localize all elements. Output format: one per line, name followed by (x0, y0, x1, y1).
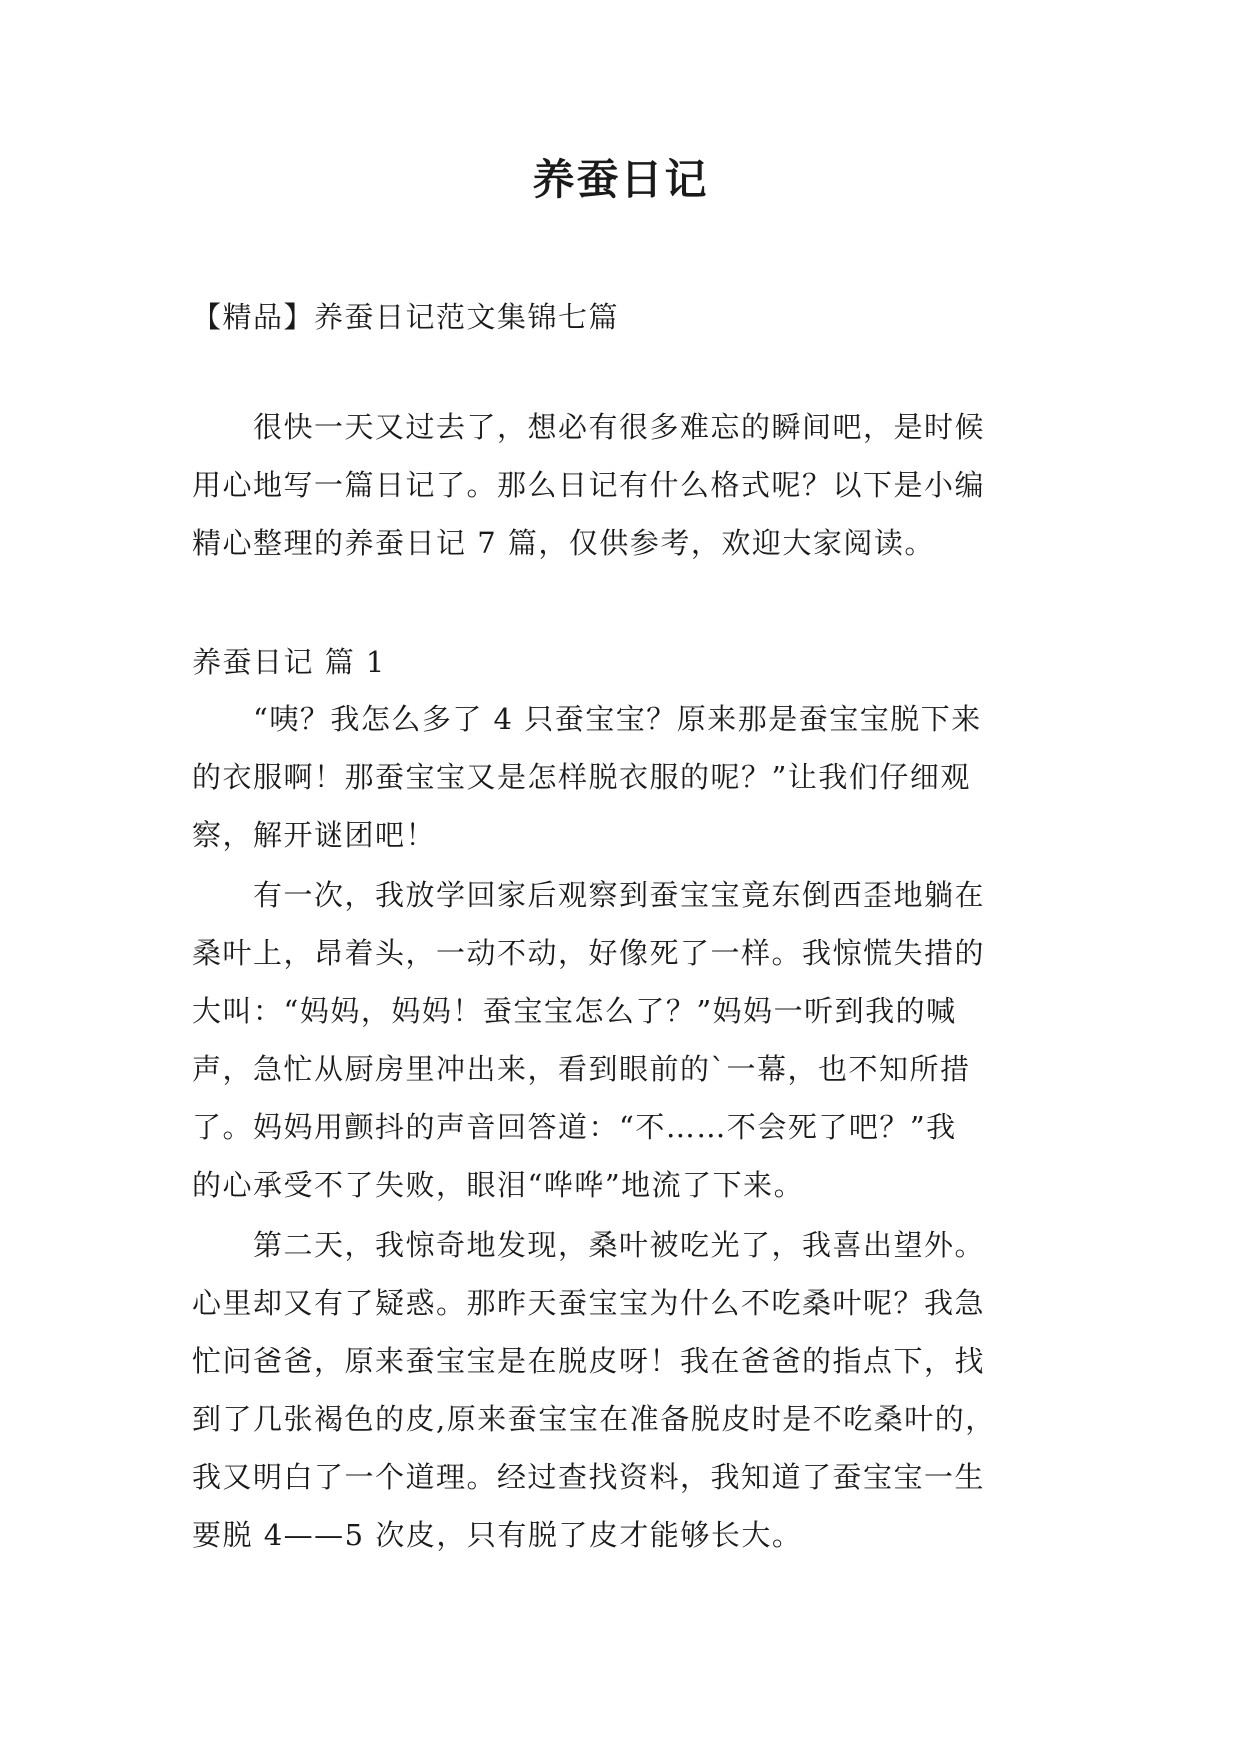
intro-line: 很快一天又过去了，想必有很多难忘的瞬间吧，是时候 (192, 410, 986, 444)
paragraph-line: 桑叶上，昂着头，一动不动，好像死了一样。我惊慌失措的 (192, 936, 986, 970)
intro-line: 精心整理的养蚕日记 7 篇，仅供参考，欢迎大家阅读。 (192, 526, 935, 560)
paragraph-line: 第二天，我惊奇地发现，桑叶被吃光了，我喜出望外。 (192, 1228, 986, 1262)
paragraph-line: 了。妈妈用颤抖的声音回答道：“不……不会死了吧？”我 (192, 1110, 957, 1144)
page-title: 养蚕日记 (532, 155, 709, 204)
paragraph-line: 的心承受不了失败，眼泪“哗哗”地流了下来。 (192, 1168, 805, 1202)
intro-line: 用心地写一篇日记了。那么日记有什么格式呢？以下是小编 (192, 468, 986, 502)
paragraph-3 (192, 1216, 1072, 1564)
paragraph-line: 到了几张褐色的皮,原来蚕宝宝在准备脱皮时是不吃桑叶的， (192, 1402, 996, 1436)
paragraph-line: 有一次，我放学回家后观察到蚕宝宝竟东倒西歪地躺在 (192, 878, 986, 912)
section-heading: 养蚕日记 篇 1 (192, 645, 386, 679)
paragraph-line: “咦？我怎么多了 4 只蚕宝宝？原来那是蚕宝宝脱下来 (192, 702, 982, 736)
intro-paragraph (192, 398, 1072, 572)
paragraph-1 (192, 690, 1072, 864)
paragraph-line: 我又明白了一个道理。经过查找资料，我知道了蚕宝宝一生 (192, 1460, 986, 1494)
paragraph-line: 忙问爸爸，原来蚕宝宝是在脱皮呀！我在爸爸的指点下，找 (192, 1344, 986, 1378)
document-subtitle: 【精品】养蚕日记范文集锦七篇 (192, 300, 620, 334)
paragraph-line: 的衣服啊！那蚕宝宝又是怎样脱衣服的呢？”让我们仔细观 (192, 760, 971, 794)
paragraph-line: 大叫：“妈妈，妈妈！蚕宝宝怎么了？”妈妈一听到我的喊 (192, 994, 957, 1028)
paragraph-line: 心里却又有了疑惑。那昨天蚕宝宝为什么不吃桑叶呢？我急 (192, 1286, 986, 1320)
paragraph-2 (192, 866, 1072, 1214)
paragraph-line: 要脱 4——5 次皮，只有脱了皮才能够长大。 (192, 1518, 803, 1552)
paragraph-line: 声，急忙从厨房里冲出来，看到眼前的`一幕，也不知所措 (192, 1052, 971, 1086)
paragraph-line: 察，解开谜团吧！ (192, 818, 437, 852)
